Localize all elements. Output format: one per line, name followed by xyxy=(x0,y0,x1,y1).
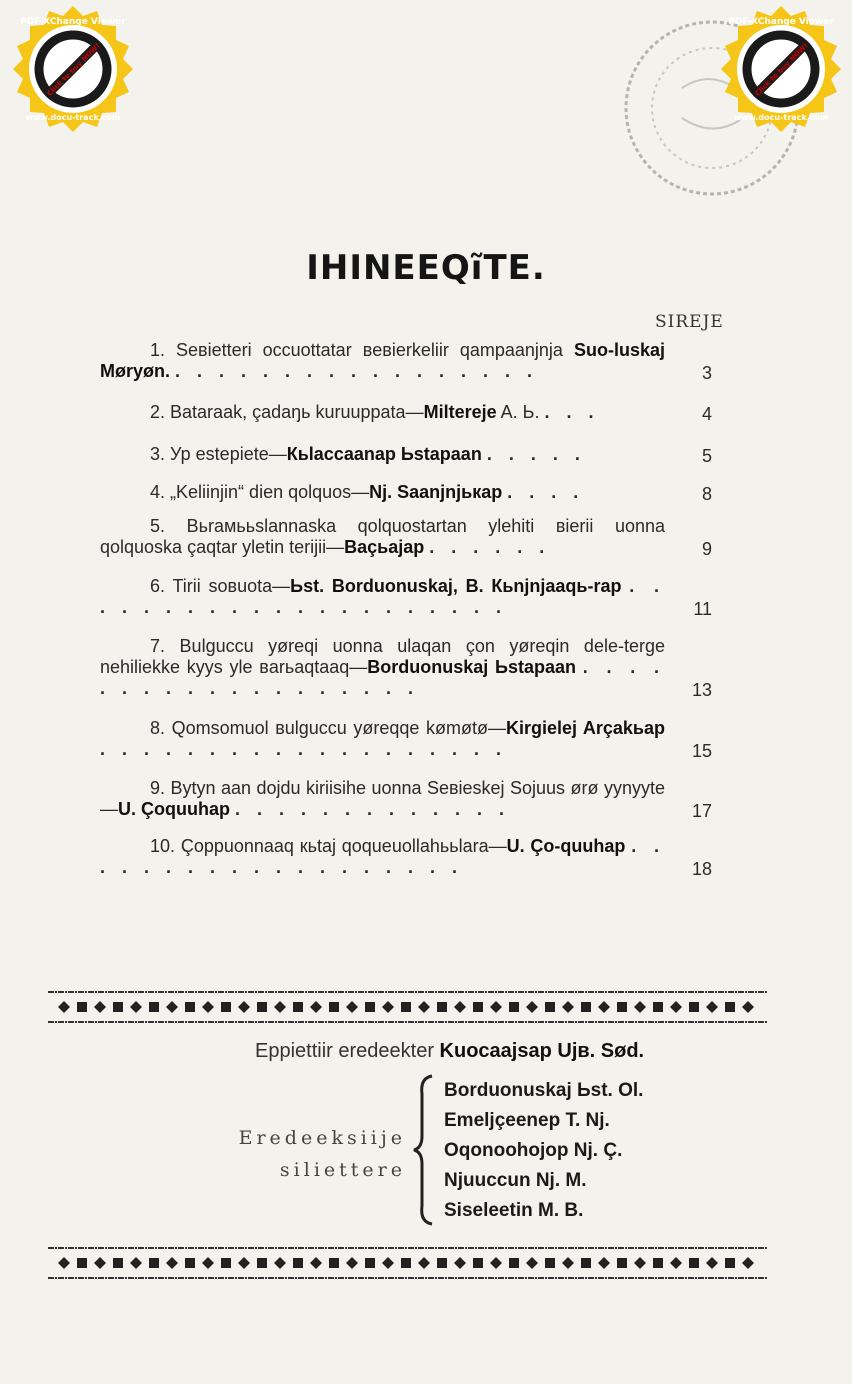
toc-page: 9 xyxy=(701,539,712,559)
toc-page: 4 xyxy=(701,404,712,424)
editor-name: Siseleetin M. B. xyxy=(444,1200,584,1221)
toc-title: Вьraмььslannaska qolquostartan ylehiti ʙierii uonna qolquoska çaqtar yletin terijii— xyxy=(100,516,665,557)
badge-line-1: PDF-XChange Viewer xyxy=(728,17,834,27)
badge-line-1: PDF-XChange Viewer xyxy=(20,17,126,27)
editors-list xyxy=(444,1076,643,1226)
editor-name: Emeljçeenep T. Nj. xyxy=(444,1110,610,1131)
editor-name: Oqonoohojop Nj. Ç. xyxy=(444,1140,623,1161)
toc-title: Bulguccu yøreqi uonna ulaqan çon yøreqin dele-terge nehiliekke kyys yle ʙarьaqtaaq— xyxy=(100,636,665,677)
toc-number: 3. xyxy=(150,444,166,464)
toc-title: „Keliinjin“ dien qolquos— xyxy=(170,482,370,502)
toc-title: Seʙietteri occuottatar ʙeʙierkeliir qampaanjnja xyxy=(176,340,574,360)
toc-page: 15 xyxy=(691,741,712,761)
toc-page: 13 xyxy=(691,680,712,700)
toc-number: 5. xyxy=(150,516,166,536)
toc-author: Suo-luskaj Møryøn. xyxy=(100,340,665,381)
toc-entry: 1. Seʙietteri occuottatar ʙeʙierkeliir qampaanjnja Suo-luskaj Møryøn. . . . . . . . . . . . . . . . . . 3 xyxy=(100,340,712,383)
toc-number: 8. xyxy=(150,718,166,738)
page-column-header: SIREJE xyxy=(655,312,724,332)
badge-line-2: Click to buy NOW! xyxy=(45,41,102,98)
toc-author: Kirgielej Arçakьap xyxy=(505,718,665,738)
toc-author: Baçьajap xyxy=(344,537,425,557)
editors-label xyxy=(210,1122,406,1186)
toc-title: Bytyn aan dojdu kiriisihe uonna Seʙieskej Sojuus ørø yynyyte— xyxy=(100,778,665,819)
toc-author: U. Çoquuhap xyxy=(118,799,230,819)
toc-title: Çoppuonnaaq кьtaj qoqueuollahььlara— xyxy=(180,836,507,856)
printer-name: Kuocaajsap Ujв. Sød. xyxy=(439,1040,645,1062)
ornament-icon-row xyxy=(58,1257,754,1269)
brace-icon xyxy=(410,1074,440,1226)
ornamental-rule-top xyxy=(48,988,768,1028)
editors-label-line-1: Eredeeksiije xyxy=(238,1127,406,1149)
toc-title: Bataraak, çadaŋь kuruuppata— xyxy=(170,402,424,422)
toc-number: 10. xyxy=(150,836,176,856)
toc-number: 1. xyxy=(150,340,166,360)
pdf-xchange-badge-left[interactable] xyxy=(0,0,148,144)
toc-number: 7. xyxy=(150,636,166,656)
toc-author: Nj. Saanjnjькap xyxy=(369,482,503,502)
editor-name: Borduonuskaj Ьst. Ol. xyxy=(444,1080,644,1101)
toc-entry: 6. Tirii soʙuota—Ьst. Borduonuskaj, B. Кьnjnjaaqь-rap . . . . . . . . . . . . . . . . . . . . . 11 xyxy=(100,576,712,619)
toc-author: U. Ço-quuhap xyxy=(506,836,626,856)
toc-author: Ьst. Borduonuskaj, B. Кьnjnjaaqь-rap xyxy=(290,576,622,596)
pdf-xchange-badge-right[interactable] xyxy=(706,0,852,144)
toc-page: 11 xyxy=(693,599,712,619)
toc-number: 9. xyxy=(150,778,166,798)
toc-page: 18 xyxy=(691,859,712,879)
toc-entry: 7. Bulguccu yøreqi uonna ulaqan çon yøreqin dele-terge nehiliekke kyys yle ʙarьaqtaaq—Borduonuskaj Ьstapaan . . . . . . . . . . . . . . . . . . . 13 xyxy=(100,636,712,700)
toc-page: 5 xyxy=(701,446,712,466)
toc-number: 6. xyxy=(150,576,166,596)
toc-page: 17 xyxy=(691,801,712,821)
editor-name: Njuuccun Nj. M. xyxy=(444,1170,587,1191)
toc-page: 3 xyxy=(701,363,712,383)
page-title: IHINEEQĩTE. xyxy=(306,248,546,288)
editors-label-line-2: siliettere xyxy=(279,1159,406,1181)
toc-entry: 4. „Keliinjin“ dien qolquos—Nj. Saanjnjькap . . . . 8 xyxy=(150,482,712,504)
toc-page: 8 xyxy=(701,484,712,504)
toc-entry: 10. Çoppuonnaaq кьtaj qoqueuollahььlara—U. Ço-quuhap . . . . . . . . . . . . . . . . . . . 18 xyxy=(100,836,712,879)
badge-line-2: Click to buy NOW! xyxy=(753,41,810,98)
toc-title: Tirii soʙuota— xyxy=(172,576,291,596)
printed-by-line xyxy=(255,1040,644,1063)
ornament-icon-row xyxy=(58,1001,754,1013)
printed-prefix: Eppiettiir eredeekter xyxy=(255,1040,440,1062)
toc-number: 2. xyxy=(150,402,166,422)
toc-entry: 8. Qomsomuol ʙulguccu yøreqqe kømøtø—Kirgielej Arçakьap . . . . . . . . . . . . . . . . . . . 15 xyxy=(100,718,712,761)
toc-entry: 3. Ур estepiete—Кьlaccaanap Ьstapaan . . . . . 5 xyxy=(150,444,712,466)
badge-line-3: www.docu-track.com xyxy=(25,113,121,122)
toc-entry: 2. Bataraak, çadaŋь kuruuppata—Miltereje A. Ь. . . . 4 xyxy=(150,402,712,424)
toc-author: Borduonuskaj Ьstapaan xyxy=(367,657,576,677)
toc-entry: 5. Вьraмььslannaska qolquostartan ylehiti ʙierii uonna qolquoska çaqtar yletin terijii—Baçьajap . . . . . . 9 xyxy=(100,516,712,559)
toc-author: Кьlaccaanap Ьstapaan xyxy=(286,444,482,464)
toc-author: Miltereje xyxy=(423,402,497,422)
toc-title: Ур estepiete— xyxy=(170,444,287,464)
toc-title: Qomsomuol ʙulguccu yøreqqe kømøtø— xyxy=(171,718,506,738)
toc-entry: 9. Bytyn aan dojdu kiriisihe uonna Seʙieskej Sojuus ørø yynyyte—U. Çoquuhap . . . . . . . . . . . . . 17 xyxy=(100,778,712,821)
toc-number: 4. xyxy=(150,482,166,502)
toc-extra: A. Ь. xyxy=(496,402,540,422)
badge-line-3: www.docu-track.com xyxy=(733,113,829,122)
ornamental-rule-bottom xyxy=(48,1244,768,1284)
